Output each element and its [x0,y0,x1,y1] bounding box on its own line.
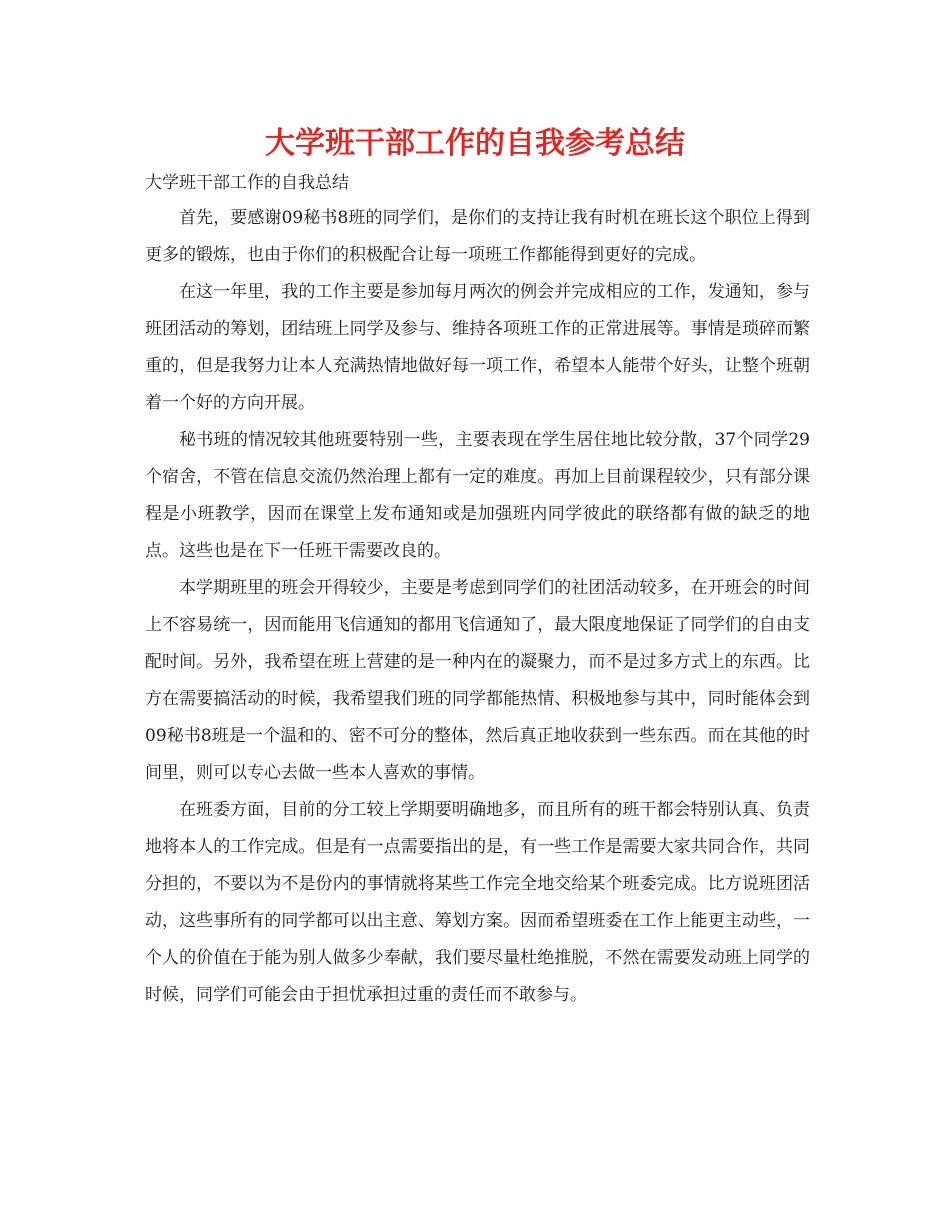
paragraph: 在班委方面，目前的分工较上学期要明确地多，而且所有的班干都会特别认真、负责地将本人的工作完成。但是有一点需要指出的是，有一些工作是需要大家共同合作，共同分担的，不要以为不是份内的事情就将某些工作完全地交给某个班委完成。比方说班团活动，这些事所有的同学都可以出主意、筹划方案。因而希望班委在工作上能更主动些，一个人的价值在于能为别人做多少奉献，我们要尽量杜绝推脱，不然在需要发动班上同学的时候，同学们可能会由于担忧承担过重的责任而不敢参与。 [145,800,810,1005]
document-subtitle: 大学班干部工作的自我总结 [145,173,349,193]
document-body [145,200,810,1014]
paragraph: 本学期班里的班会开得较少，主要是考虑到同学们的社团活动较多，在开班会的时间上不容易统一，因而能用飞信通知的都用飞信通知了，最大限度地保证了同学们的自由支配时间。另外，我希望在班上营建的是一种内在的凝聚力，而不是过多方式上的东西。比方在需要搞活动的时候，我希望我们班的同学都能热情、积极地参与其中，同时能体会到09秘书8班是一个温和的、密不可分的整体，然后真正地收获到一些东西。而在其他的时间里，则可以专心去做一些本人喜欢的事情。 [145,578,810,783]
document-title: 大学班干部工作的自我参考总结 [265,126,685,161]
paragraph: 在这一年里，我的工作主要是参加每月两次的例会并完成相应的工作，发通知，参与班团活动的筹划，团结班上同学及参与、维持各项班工作的正常进展等。事情是琐碎而繁重的，但是我努力让本人充满热情地做好每一项工作，希望本人能带个好头，让整个班朝着一个好的方向开展。 [145,282,810,413]
paragraph: 首先，要感谢09秘书8班的同学们，是你们的支持让我有时机在班长这个职位上得到更多的锻炼，也由于你们的积极配合让每一项班工作都能得到更好的完成。 [145,208,810,265]
paragraph: 秘书班的情况较其他班要特别一些，主要表现在学生居住地比较分散，37个同学29个宿舍，不管在信息交流仍然治理上都有一定的难度。再加上目前课程较少，只有部分课程是小班教学，因而在课堂上发布通知或是加强班内同学彼此的联络都有做的缺乏的地点。这些也是在下一任班干需要改良的。 [145,430,810,561]
